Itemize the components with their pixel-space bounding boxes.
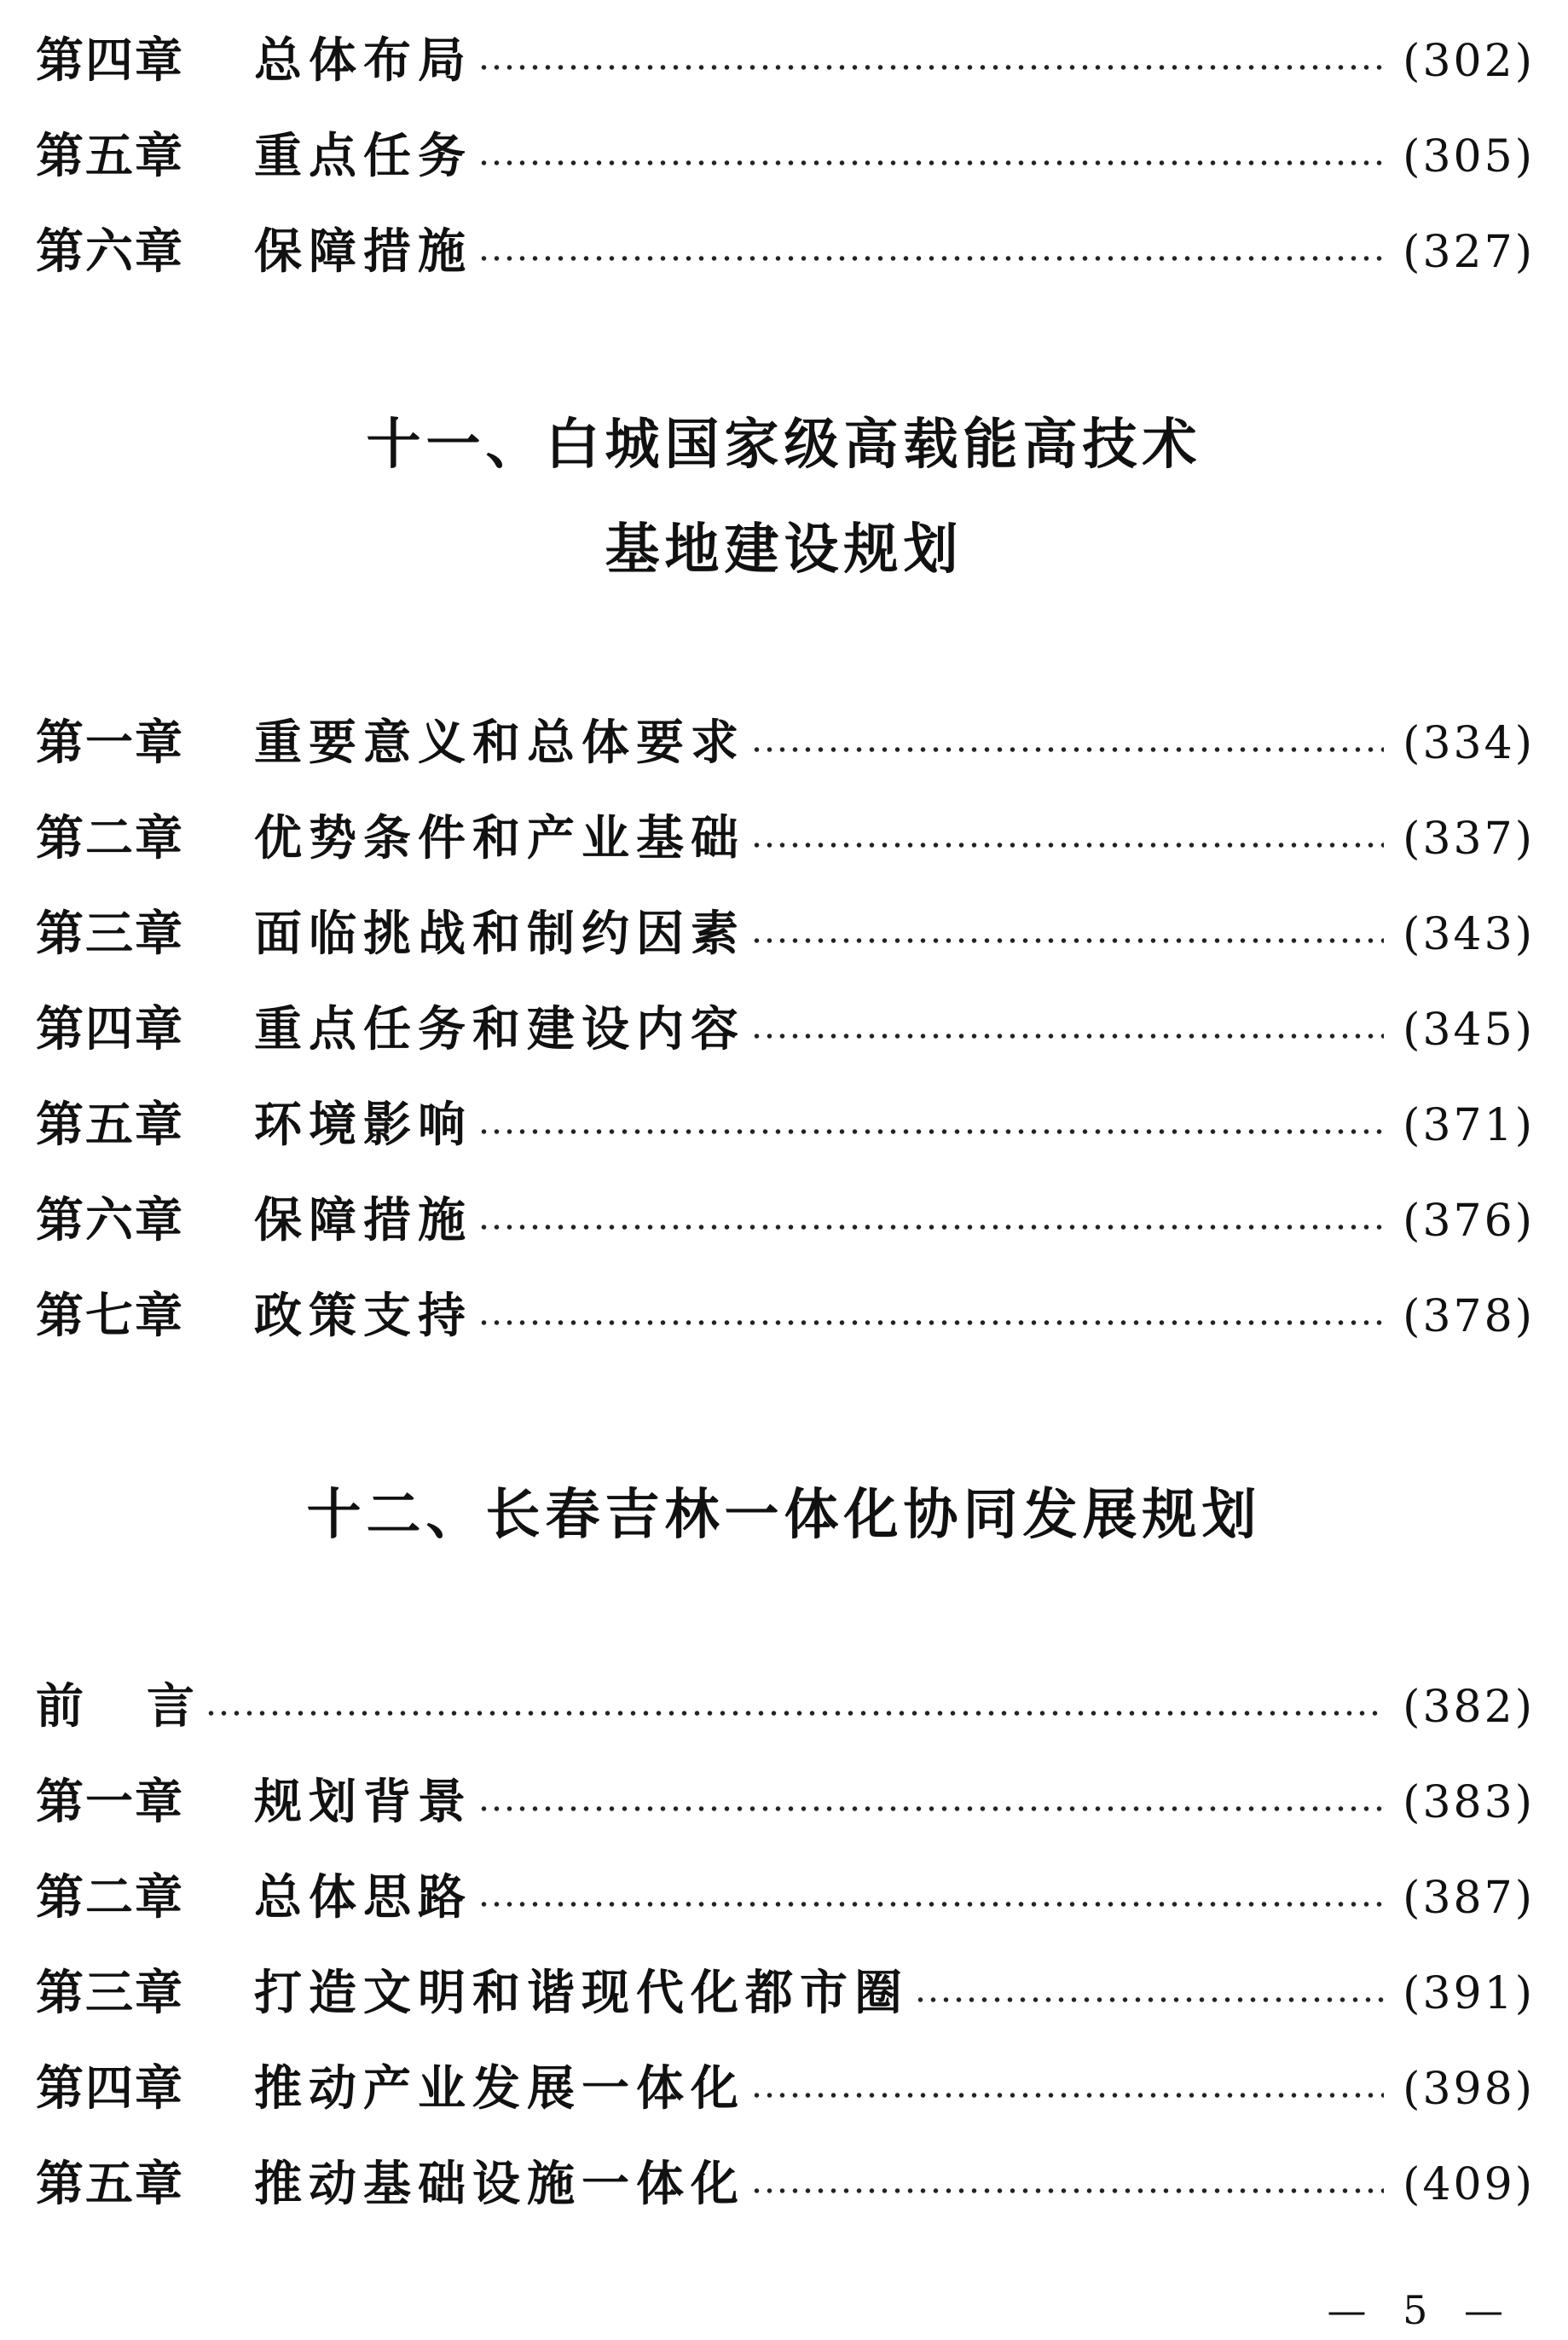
chapter-label: 第二章 <box>36 811 184 866</box>
page-ref: (378) <box>1403 1291 1535 1342</box>
chapter-title: 保障措施 <box>254 224 472 280</box>
chapter-title: 总体思路 <box>254 1870 472 1926</box>
dot-leader <box>477 1224 1384 1231</box>
chapter-title: 总体布局 <box>254 33 472 89</box>
dot-leader <box>750 2187 1384 2194</box>
toc-entry[interactable] <box>36 696 1535 791</box>
page-ref: (327) <box>1403 227 1535 278</box>
chapter-title: 面临挑战和制约因素 <box>254 906 745 962</box>
dot-leader <box>205 1710 1384 1717</box>
page-ref: (382) <box>1403 1682 1535 1733</box>
dot-leader <box>750 1033 1384 1040</box>
section-heading-11-line2: 基地建设规划 <box>605 518 963 582</box>
toc-group-3 <box>36 1659 1535 2233</box>
dot-leader <box>750 842 1384 849</box>
toc-entry[interactable] <box>36 1946 1535 2042</box>
dot-leader <box>477 1901 1384 1908</box>
page-ref: (302) <box>1403 36 1535 87</box>
preface-char-1: 前 <box>36 1679 85 1735</box>
toc-entry-preface[interactable] <box>36 1659 1535 1755</box>
page-ref: (383) <box>1403 1777 1535 1828</box>
toc-entry[interactable] <box>36 1269 1535 1364</box>
page-ref: (305) <box>1403 131 1535 182</box>
dot-leader <box>477 1805 1384 1812</box>
chapter-label: 第六章 <box>36 1193 184 1248</box>
toc-group-1 <box>36 14 1535 300</box>
chapter-label: 第五章 <box>36 129 184 184</box>
dot-leader <box>750 2092 1384 2099</box>
page-ref: (391) <box>1403 1968 1535 2019</box>
section-heading-11-line1: 十一、白城国家级高载能高技术 <box>366 414 1202 477</box>
chapter-title: 打造文明和谐现代化都市圈 <box>254 1966 909 2021</box>
chapter-label: 第一章 <box>36 715 184 771</box>
preface-label <box>36 1679 196 1735</box>
toc-entry[interactable] <box>36 2137 1535 2233</box>
page-ref: (343) <box>1403 909 1535 960</box>
dot-leader <box>477 64 1384 71</box>
page-ref: (345) <box>1403 1005 1535 1056</box>
chapter-title: 重点任务 <box>254 129 472 184</box>
chapter-label: 第六章 <box>36 224 184 280</box>
chapter-label: 第七章 <box>36 1289 184 1344</box>
chapter-title: 保障措施 <box>254 1193 472 1248</box>
chapter-label: 第二章 <box>36 1870 184 1926</box>
toc-entry[interactable] <box>36 109 1535 205</box>
toc-entry[interactable] <box>36 14 1535 109</box>
dot-leader <box>914 1996 1384 2003</box>
chapter-title: 重要意义和总体要求 <box>254 715 745 771</box>
chapter-label: 第五章 <box>36 1098 184 1153</box>
page-ref: (337) <box>1403 814 1535 865</box>
preface-char-2: 言 <box>147 1679 196 1735</box>
chapter-label: 第一章 <box>36 1775 184 1830</box>
toc-entry[interactable] <box>36 982 1535 1078</box>
chapter-label: 第五章 <box>36 2157 184 2212</box>
page-ref: (334) <box>1403 718 1535 769</box>
toc-entry[interactable] <box>36 205 1535 300</box>
dot-leader <box>750 937 1384 944</box>
page-ref: (376) <box>1403 1196 1535 1247</box>
toc-entry[interactable] <box>36 2042 1535 2137</box>
chapter-label: 第三章 <box>36 1966 184 2021</box>
dot-leader <box>477 1128 1384 1135</box>
page-number: — 5 — <box>1327 2287 1515 2333</box>
page-ref: (387) <box>1403 1873 1535 1924</box>
toc-entry[interactable] <box>36 1078 1535 1173</box>
toc-entry[interactable] <box>36 1851 1535 1946</box>
toc-entry[interactable] <box>36 791 1535 887</box>
toc-entry[interactable] <box>36 1755 1535 1851</box>
dot-leader <box>750 746 1384 753</box>
toc-entry[interactable] <box>36 887 1535 982</box>
chapter-title: 环境影响 <box>254 1098 472 1153</box>
chapter-label: 第三章 <box>36 906 184 962</box>
chapter-title: 推动产业发展一体化 <box>254 2061 745 2117</box>
toc-entry[interactable] <box>36 1173 1535 1269</box>
dot-leader <box>477 159 1384 166</box>
chapter-title: 推动基础设施一体化 <box>254 2157 745 2212</box>
page-ref: (371) <box>1403 1100 1535 1151</box>
chapter-title: 规划背景 <box>254 1775 472 1830</box>
dot-leader <box>477 255 1384 262</box>
chapter-title: 重点任务和建设内容 <box>254 1002 745 1057</box>
page-ref: (409) <box>1403 2159 1535 2210</box>
section-heading-12: 十二、长春吉林一体化协同发展规划 <box>306 1484 1262 1547</box>
chapter-title: 优势条件和产业基础 <box>254 811 745 866</box>
chapter-title: 政策支持 <box>254 1289 472 1344</box>
chapter-label: 第四章 <box>36 2061 184 2117</box>
chapter-label: 第四章 <box>36 1002 184 1057</box>
dot-leader <box>477 1319 1384 1326</box>
chapter-label: 第四章 <box>36 33 184 89</box>
toc-group-2 <box>36 696 1535 1364</box>
page-ref: (398) <box>1403 2064 1535 2115</box>
